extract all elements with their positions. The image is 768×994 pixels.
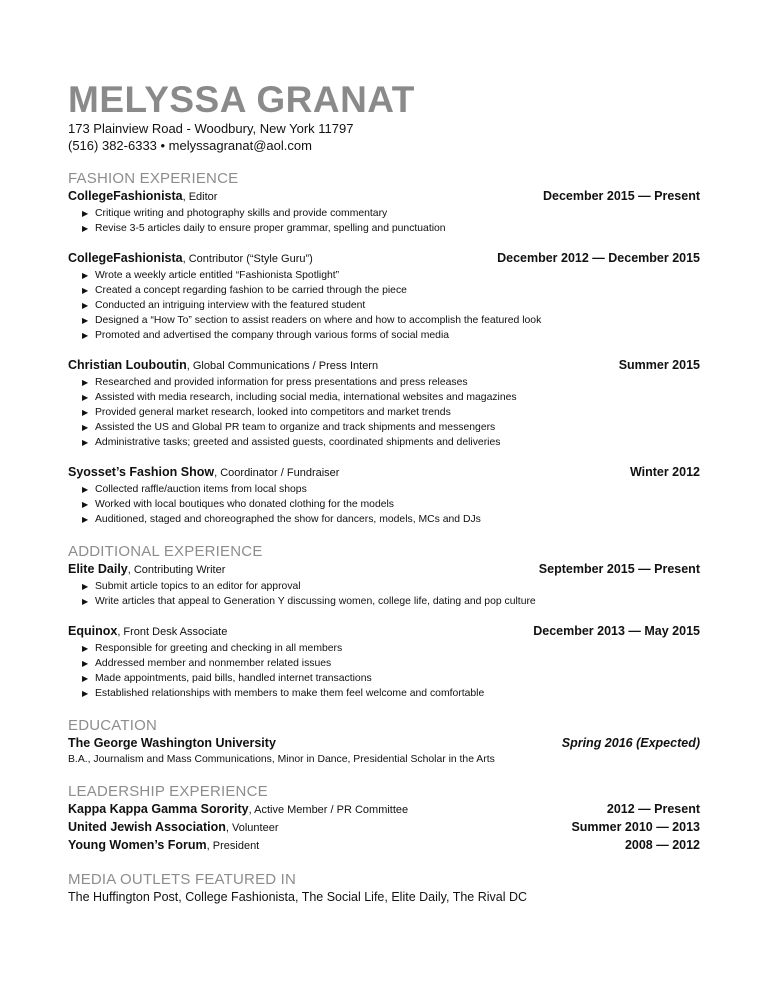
experience-entry — [68, 561, 700, 609]
bullet-list — [68, 641, 700, 701]
arrow-bullet-icon: ▶ — [82, 485, 89, 494]
bullet-list — [68, 482, 700, 527]
entry-date: Summer 2010 — 2013 — [571, 820, 700, 834]
entry-date: 2008 — 2012 — [624, 838, 700, 852]
experience-entry — [68, 250, 700, 343]
arrow-bullet-icon: ▶ — [82, 316, 89, 325]
bullet-item: ▶ Assisted the US and Global PR team to organize and track shipments and messengers — [82, 422, 496, 433]
entry-org: United Jewish Association — [68, 820, 226, 834]
bullet-item: ▶ Made appointments, paid bills, handled internet transactions — [82, 673, 372, 684]
entry-date: December 2012 — December 2015 — [497, 251, 700, 265]
leadership-entry — [68, 801, 700, 819]
arrow-bullet-icon: ▶ — [82, 423, 89, 432]
section-title-education: EDUCATION — [68, 717, 158, 734]
arrow-bullet-icon: ▶ — [82, 674, 89, 683]
bullet-list — [68, 375, 700, 450]
bullet-item: ▶ Assisted with media research, including social media, international websites and magazines — [82, 392, 517, 403]
bullet-item: ▶ Write articles that appeal to Generation Y discussing women, college life, dating and pop culture — [82, 596, 536, 607]
experience-entry — [68, 464, 700, 527]
arrow-bullet-icon: ▶ — [82, 438, 89, 447]
entry-date: Summer 2015 — [618, 358, 700, 372]
leadership-entry — [68, 819, 700, 837]
bullet-item: ▶ Designed a “How To” section to assist readers on where and how to accomplish the featured look — [82, 315, 542, 326]
entry-role: , Volunteer — [225, 822, 279, 834]
arrow-bullet-icon: ▶ — [82, 659, 89, 668]
arrow-bullet-icon: ▶ — [82, 597, 89, 606]
entry-role: , Contributor (“Style Guru”) — [182, 253, 313, 265]
entry-role: , Coordinator / Fundraiser — [214, 467, 340, 479]
bullet-item: ▶ Revise 3-5 articles daily to ensure proper grammar, spelling and punctuation — [82, 223, 446, 234]
entry-date: September 2015 — Present — [538, 562, 700, 576]
entry-org: Syosset’s Fashion Show — [68, 465, 215, 479]
bullet-item: ▶ Critique writing and photography skills and provide commentary — [82, 208, 388, 219]
bullet-item: ▶ Submit article topics to an editor for approval — [82, 581, 301, 592]
entry-date: Winter 2012 — [629, 465, 700, 479]
entry-date: December 2013 — May 2015 — [533, 624, 700, 638]
entry-org: CollegeFashionista — [68, 189, 183, 203]
media-outlets-list: The Huffington Post, College Fashionista, The Social Life, Elite Daily, The Rival DC — [68, 890, 528, 904]
bullet-list — [68, 206, 700, 236]
bullet-item: ▶ Administrative tasks; greeted and assisted guests, coordinated shipments and deliveries — [82, 437, 501, 448]
arrow-bullet-icon: ▶ — [82, 500, 89, 509]
bullet-item: ▶ Addressed member and nonmember related issues — [82, 658, 332, 669]
entry-org: CollegeFashionista — [68, 251, 183, 265]
bullet-item: ▶ Collected raffle/auction items from local shops — [82, 484, 307, 495]
arrow-bullet-icon: ▶ — [82, 209, 89, 218]
arrow-bullet-icon: ▶ — [82, 331, 89, 340]
education-entry — [68, 735, 700, 767]
arrow-bullet-icon: ▶ — [82, 224, 89, 233]
entry-date: 2012 — Present — [606, 802, 700, 816]
section-title-additional: ADDITIONAL EXPERIENCE — [68, 543, 263, 560]
bullet-item: ▶ Promoted and advertised the company through various forms of social media — [82, 330, 450, 341]
entry-role: , Editor — [182, 191, 218, 203]
section-title-fashion: FASHION EXPERIENCE — [68, 170, 239, 187]
bullet-list — [68, 579, 700, 609]
entry-role: , Active Member / PR Committee — [248, 804, 409, 816]
arrow-bullet-icon: ▶ — [82, 644, 89, 653]
bullet-item: ▶ Researched and provided information for press presentations and press releases — [82, 377, 468, 388]
bullet-list — [68, 268, 700, 343]
section-title-leadership: LEADERSHIP EXPERIENCE — [68, 783, 268, 800]
entry-role: , Global Communications / Press Intern — [186, 360, 379, 372]
degree-details: B.A., Journalism and Mass Communications, Minor in Dance, Presidential Scholar in the Arts — [68, 754, 495, 765]
contact-phone-email: (516) 382-6333 • melyssagranat@aol.com — [68, 138, 312, 153]
entry-role: , President — [206, 840, 260, 852]
entry-role: , Front Desk Associate — [117, 626, 228, 638]
arrow-bullet-icon: ▶ — [82, 378, 89, 387]
arrow-bullet-icon: ▶ — [82, 582, 89, 591]
graduation-date: Spring 2016 (Expected) — [561, 736, 700, 750]
entry-role: , Contributing Writer — [127, 564, 226, 576]
bullet-item: ▶ Responsible for greeting and checking in all members — [82, 643, 343, 654]
section-title-media: MEDIA OUTLETS FEATURED IN — [68, 871, 297, 888]
arrow-bullet-icon: ▶ — [82, 301, 89, 310]
entry-date: December 2015 — Present — [542, 189, 700, 203]
arrow-bullet-icon: ▶ — [82, 286, 89, 295]
experience-entry — [68, 623, 700, 701]
leadership-entry — [68, 837, 700, 855]
arrow-bullet-icon: ▶ — [82, 271, 89, 280]
bullet-item: ▶ Wrote a weekly article entitled “Fashionista Spotlight” — [82, 270, 340, 281]
contact-address: 173 Plainview Road - Woodbury, New York 11797 — [68, 121, 354, 136]
resume-name: MELYSSA GRANAT — [68, 79, 415, 120]
bullet-item: ▶ Auditioned, staged and choreographed the show for dancers, models, MCs and DJs — [82, 514, 481, 525]
arrow-bullet-icon: ▶ — [82, 408, 89, 417]
bullet-item: ▶ Created a concept regarding fashion to be carried through the piece — [82, 285, 407, 296]
entry-org: Equinox — [68, 624, 118, 638]
entry-org: Kappa Kappa Gamma Sorority — [68, 802, 249, 816]
bullet-item: ▶ Conducted an intriguing interview with the featured student — [82, 300, 366, 311]
experience-entry — [68, 188, 700, 236]
arrow-bullet-icon: ▶ — [82, 515, 89, 524]
arrow-bullet-icon: ▶ — [82, 393, 89, 402]
entry-org: Young Women’s Forum — [68, 838, 207, 852]
bullet-item: ▶ Established relationships with members to make them feel welcome and comfortable — [82, 688, 485, 699]
entry-org: Christian Louboutin — [68, 358, 187, 372]
bullet-item: ▶ Worked with local boutiques who donated clothing for the models — [82, 499, 395, 510]
entry-org: Elite Daily — [68, 562, 128, 576]
experience-entry — [68, 357, 700, 450]
arrow-bullet-icon: ▶ — [82, 689, 89, 698]
bullet-item: ▶ Provided general market research, looked into competitors and market trends — [82, 407, 451, 418]
resume-page — [68, 80, 700, 906]
school-name: The George Washington University — [68, 736, 276, 750]
